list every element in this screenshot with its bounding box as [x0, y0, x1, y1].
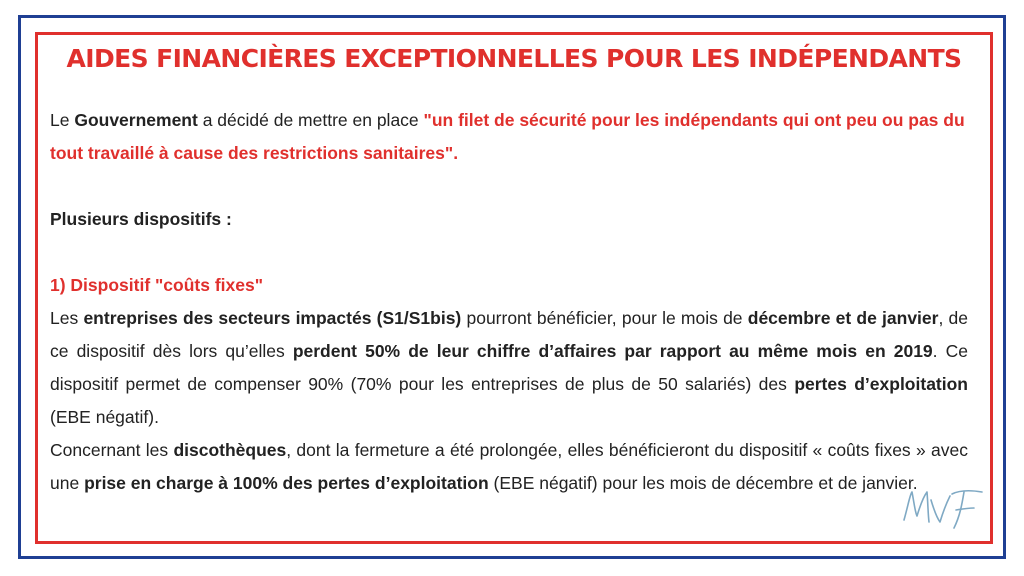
intro-quote: "un filet de sécurité pour les indépendants qui ont peu ou pas du tout travaillé à cause des restrictions sanitaires".	[50, 110, 965, 163]
page-title: AIDES FINANCIÈRES EXCEPTIONNELLES POUR LES INDÉPENDANTS	[66, 44, 962, 73]
intro-paragraph: Le Gouvernement a décidé de mettre en place "un filet de sécurité pour les indépendants qui ont peu ou pas du tout travaillé à cause des restrictions sanitaires".	[50, 110, 965, 163]
section-1-paragraph-2: Concernant les discothèques, dont la fermeture a été prolongée, elles bénéficieront du dispositif « coûts fixes » avec une prise en charge à 100% des pertes d’exploitation (EBE négatif) pour les mois de décembre et de janvier.	[50, 440, 968, 493]
document-body	[50, 104, 968, 500]
signature-logo	[898, 482, 988, 532]
dispositifs-heading: Plusieurs dispositifs :	[50, 209, 232, 229]
intro-bold-gouvernement: Gouvernement	[74, 110, 198, 130]
section-1-heading: 1) Dispositif "coûts fixes"	[50, 275, 264, 295]
section-1-paragraph-1: Les entreprises des secteurs impactés (S1/S1bis) pourront bénéficier, pour le mois de décembre et de janvier, de ce dispositif dès lors qu’elles perdent 50% de leur chiffre d’affaires par rapport au même mois en 2019. Ce dispositif permet de compenser 90% (70% pour les entreprises de plus de 50 salariés) des pertes d’exploitation (EBE négatif).	[50, 308, 969, 427]
